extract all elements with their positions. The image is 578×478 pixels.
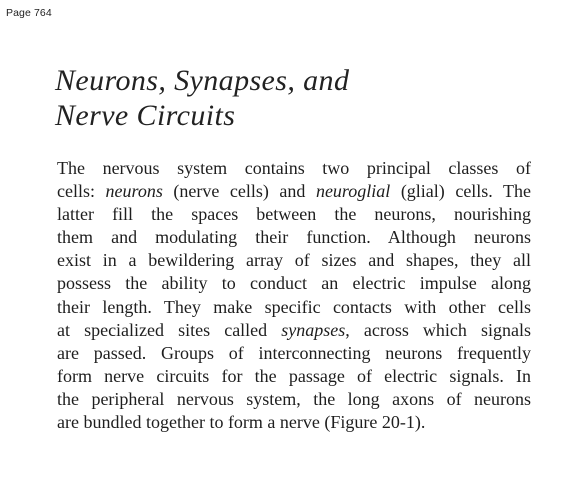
section-heading bbox=[55, 63, 349, 133]
paragraph-text: cells: bbox=[57, 181, 106, 202]
section-heading-line-1: Neurons, Synapses, and bbox=[55, 64, 350, 97]
paragraph-line: possess the ability to conduct an electric impulse along bbox=[57, 273, 531, 294]
term-neurons: neurons bbox=[105, 181, 163, 202]
paragraph-line: exist in a bewildering array of sizes and shapes, they all bbox=[57, 250, 531, 271]
paragraph-text: (nerve cells) and bbox=[162, 181, 316, 202]
paragraph-text: (glial) cells. The bbox=[390, 181, 531, 202]
paragraph-line: are bundled together to form a nerve (Figure 20-1). bbox=[57, 412, 426, 433]
body-paragraph bbox=[57, 157, 531, 434]
paragraph-line: their length. They make specific contacts with other cells bbox=[57, 296, 531, 317]
paragraph-text: , across which signals bbox=[345, 319, 531, 340]
term-synapses: synapses bbox=[281, 319, 346, 340]
section-heading-line-2: Nerve Circuits bbox=[55, 99, 236, 132]
paragraph-text: at specialized sites called bbox=[57, 319, 282, 340]
paragraph-line: are passed. Groups of interconnecting neurons frequently bbox=[57, 342, 531, 363]
term-neuroglial: neuroglial bbox=[315, 181, 391, 202]
paragraph-line: form nerve circuits for the passage of electric signals. In bbox=[57, 365, 531, 386]
paragraph-line bbox=[57, 319, 531, 342]
paragraph-line: The nervous system contains two principal classes of bbox=[57, 158, 531, 178]
paragraph-line: them and modulating their function. Although neurons bbox=[57, 227, 531, 248]
paragraph-line: latter fill the spaces between the neurons, nourishing bbox=[57, 204, 531, 225]
page-number-label: Page 764 bbox=[6, 7, 52, 19]
paragraph-line bbox=[57, 180, 531, 203]
paragraph-line: the peripheral nervous system, the long axons of neurons bbox=[57, 388, 531, 409]
